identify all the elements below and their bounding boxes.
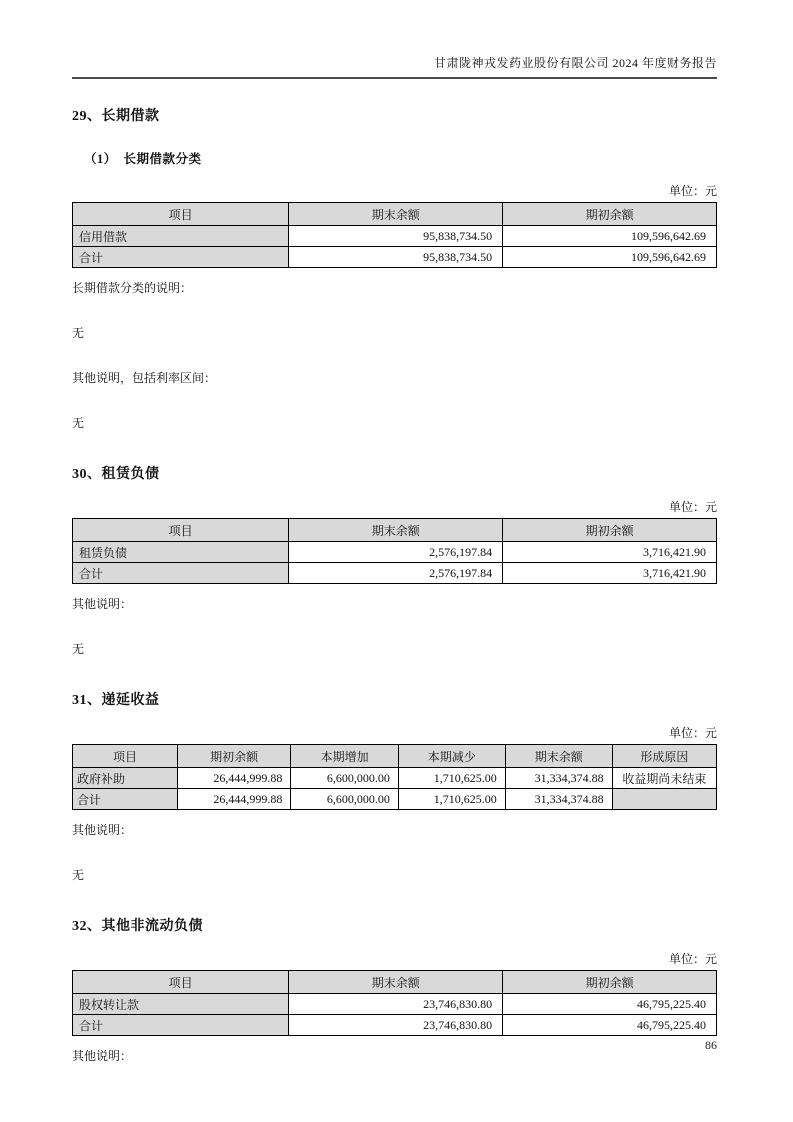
note-value: 无 bbox=[72, 642, 85, 656]
column-header: 期末余额 bbox=[289, 519, 503, 542]
document-title: 甘肃陇神戎发药业股份有限公司 2024 年度财务报告 bbox=[433, 56, 717, 70]
value-cell: 95,838,734.50 bbox=[289, 226, 503, 247]
value-cell: 2,576,197.84 bbox=[289, 542, 503, 563]
section-other-noncurrent-liabilities bbox=[72, 915, 717, 1064]
value-cell: 95,838,734.50 bbox=[289, 247, 503, 268]
column-header: 项目 bbox=[73, 745, 178, 768]
column-header: 形成原因 bbox=[612, 745, 716, 768]
row-label-cell: 合计 bbox=[73, 247, 289, 268]
section-31-title: 31、递延收益 bbox=[72, 693, 160, 708]
column-header: 期末余额 bbox=[289, 203, 503, 226]
table-row bbox=[73, 247, 717, 268]
column-header: 项目 bbox=[73, 971, 289, 994]
section-29-subtitle: （1） 长期借款分类 bbox=[84, 152, 202, 166]
table-row bbox=[73, 789, 717, 810]
value-cell: 23,746,830.80 bbox=[289, 994, 503, 1015]
value-cell: 46,795,225.40 bbox=[503, 1015, 717, 1036]
section-30-title: 30、租赁负债 bbox=[72, 467, 160, 482]
note-label: 其他说明： bbox=[72, 597, 133, 611]
column-header: 本期减少 bbox=[398, 745, 505, 768]
table-header-row bbox=[73, 519, 717, 542]
row-label-cell: 股权转让款 bbox=[73, 994, 289, 1015]
document-header bbox=[72, 54, 717, 79]
value-cell: 31,334,374.88 bbox=[505, 789, 612, 810]
value-cell: 31,334,374.88 bbox=[505, 768, 612, 789]
unit-label: 单位：元 bbox=[668, 726, 717, 740]
section-deferred-income bbox=[72, 689, 717, 883]
value-cell: 6,600,000.00 bbox=[291, 768, 399, 789]
note-label: 其他说明，包括利率区间： bbox=[72, 371, 217, 385]
page-number: 86 bbox=[705, 1038, 717, 1052]
value-cell: 2,576,197.84 bbox=[289, 563, 503, 584]
value-cell: 26,444,999.88 bbox=[177, 768, 290, 789]
column-header: 期初余额 bbox=[503, 519, 717, 542]
table-row bbox=[73, 1015, 717, 1036]
value-cell: 3,716,421.90 bbox=[503, 563, 717, 584]
row-label-cell: 租赁负债 bbox=[73, 542, 289, 563]
note-label: 长期借款分类的说明： bbox=[72, 281, 193, 295]
note-label: 其他说明： bbox=[72, 1049, 133, 1063]
value-cell: 109,596,642.69 bbox=[503, 226, 717, 247]
row-label-cell: 合计 bbox=[73, 563, 289, 584]
value-cell: 46,795,225.40 bbox=[503, 994, 717, 1015]
table-header-row bbox=[73, 203, 717, 226]
column-header: 本期增加 bbox=[291, 745, 399, 768]
deferred-income-table bbox=[72, 744, 717, 810]
column-header: 期初余额 bbox=[503, 203, 717, 226]
column-header: 项目 bbox=[73, 203, 289, 226]
table-header-row bbox=[73, 971, 717, 994]
unit-label: 单位：元 bbox=[668, 500, 717, 514]
row-label-cell: 合计 bbox=[73, 789, 178, 810]
value-cell: 26,444,999.88 bbox=[177, 789, 290, 810]
column-header: 期初余额 bbox=[177, 745, 290, 768]
lease-liabilities-table bbox=[72, 518, 717, 584]
value-cell: 收益期尚未结束 bbox=[612, 768, 716, 789]
long-term-borrowings-table bbox=[72, 202, 717, 268]
note-value: 无 bbox=[72, 416, 85, 430]
table-row bbox=[73, 563, 717, 584]
column-header: 期末余额 bbox=[505, 745, 612, 768]
value-cell: 109,596,642.69 bbox=[503, 247, 717, 268]
note-value: 无 bbox=[72, 326, 85, 340]
value-cell bbox=[612, 789, 716, 810]
other-noncurrent-liabilities-table bbox=[72, 970, 717, 1036]
section-lease-liabilities bbox=[72, 463, 717, 657]
column-header: 期初余额 bbox=[503, 971, 717, 994]
table-row bbox=[73, 542, 717, 563]
row-label-cell: 政府补助 bbox=[73, 768, 178, 789]
value-cell: 6,600,000.00 bbox=[291, 789, 399, 810]
column-header: 期末余额 bbox=[289, 971, 503, 994]
note-value: 无 bbox=[72, 868, 85, 882]
unit-label: 单位：元 bbox=[668, 952, 717, 966]
value-cell: 23,746,830.80 bbox=[289, 1015, 503, 1036]
table-row bbox=[73, 768, 717, 789]
note-label: 其他说明： bbox=[72, 823, 133, 837]
section-29-title: 29、长期借款 bbox=[72, 109, 160, 124]
table-row bbox=[73, 226, 717, 247]
value-cell: 3,716,421.90 bbox=[503, 542, 717, 563]
table-header-row bbox=[73, 745, 717, 768]
row-label-cell: 信用借款 bbox=[73, 226, 289, 247]
column-header: 项目 bbox=[73, 519, 289, 542]
unit-label: 单位：元 bbox=[668, 184, 717, 198]
value-cell: 1,710,625.00 bbox=[398, 768, 505, 789]
section-long-term-borrowings bbox=[72, 105, 717, 431]
value-cell: 1,710,625.00 bbox=[398, 789, 505, 810]
row-label-cell: 合计 bbox=[73, 1015, 289, 1036]
table-row bbox=[73, 994, 717, 1015]
section-32-title: 32、其他非流动负债 bbox=[72, 919, 203, 934]
